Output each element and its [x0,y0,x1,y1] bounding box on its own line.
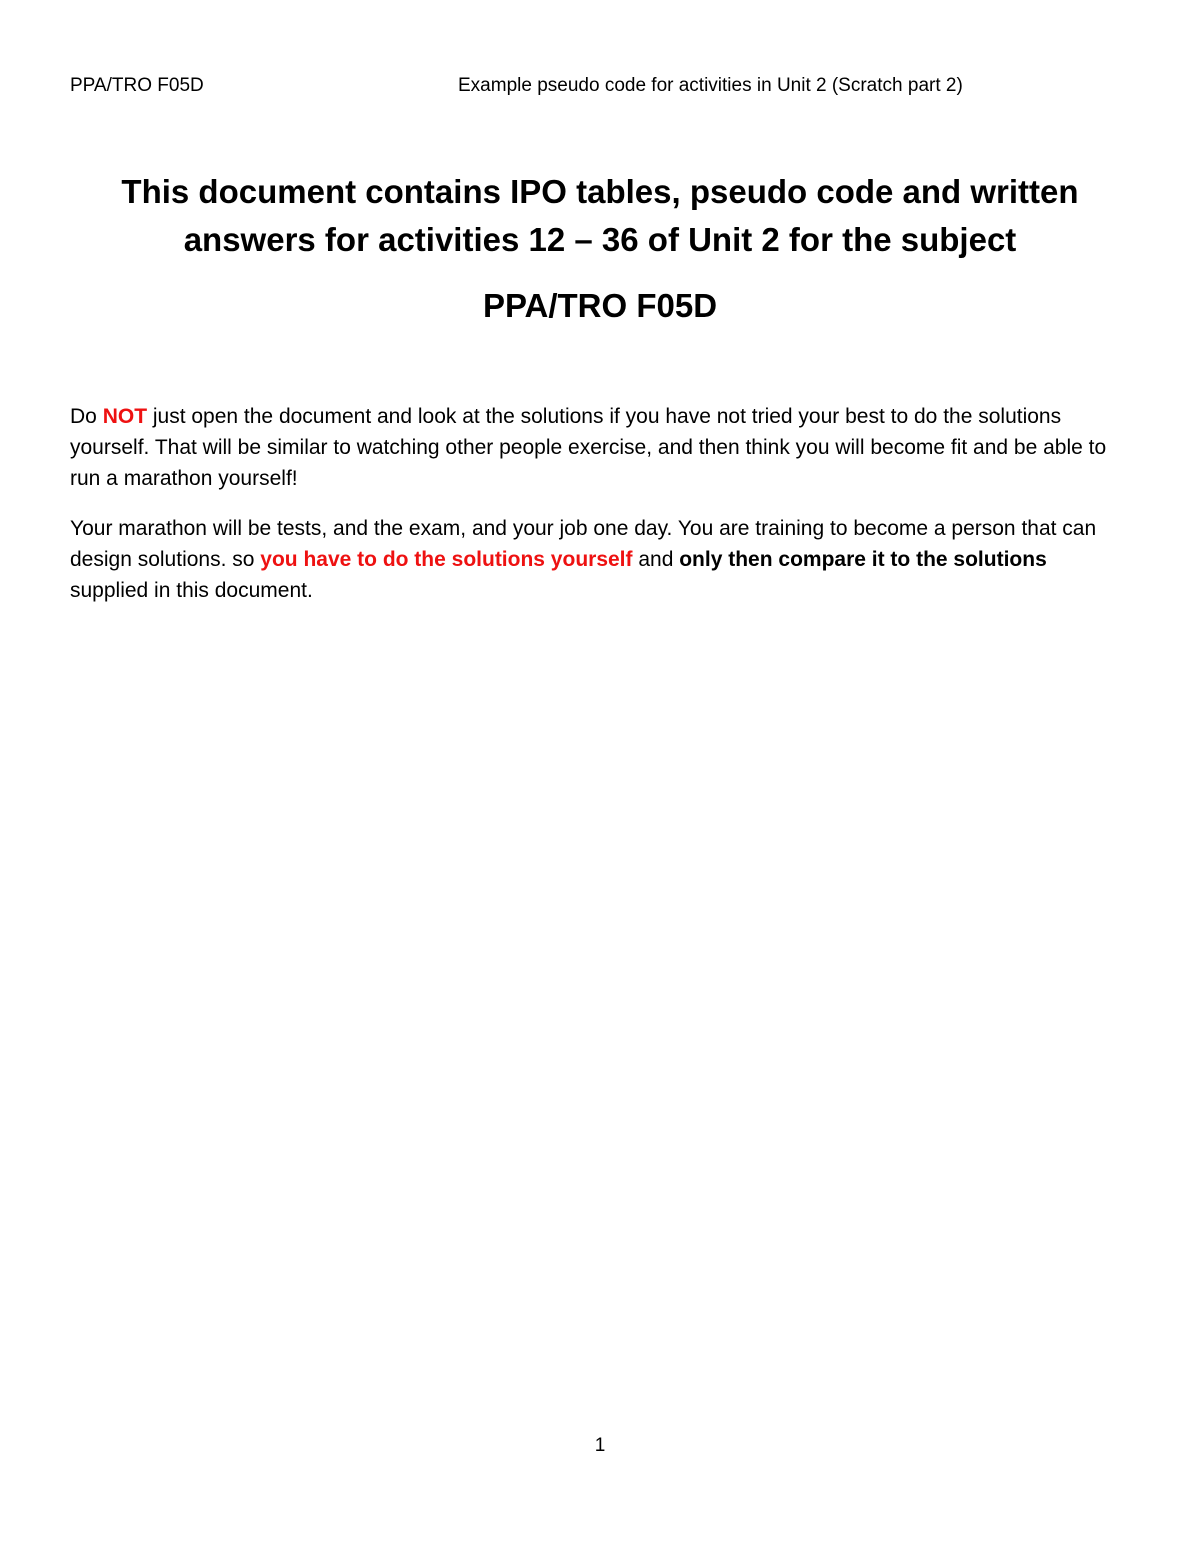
warning-paragraph [70,401,1130,494]
warning-not-emphasis: NOT [102,405,148,428]
marathon-text-1: Your marathon will be tests, and the exam, and your job one day. You are training to become a person that can design solutions. so [70,517,1097,571]
marathon-bold-emphasis: only then compare it to the solutions [679,548,1047,571]
page-title [60,168,1140,264]
subject-code-heading: PPA/TRO F05D [482,287,718,324]
marathon-paragraph [70,513,1130,606]
header-document-subject: Example pseudo code for activities in Unit 2 (Scratch part 2) [458,75,963,96]
marathon-text-3: supplied in this document. [70,579,313,602]
header-course-code: PPA/TRO F05D [70,75,204,96]
page-number: 1 [594,1435,606,1456]
title-line-2: answers for activities 12 – 36 of Unit 2 for the subject [183,221,1017,258]
title-line-1: This document contains IPO tables, pseudo code and written [121,173,1079,210]
marathon-text-2: and [632,548,680,571]
warning-prefix: Do [70,405,103,428]
marathon-red-emphasis: you have to do the solutions yourself [260,548,633,571]
warning-text: just open the document and look at the solutions if you have not tried your best to do the solutions yourself. That will be similar to watching other people exercise, and then think you will become fit and be able to run a marathon yourself! [70,405,1107,490]
